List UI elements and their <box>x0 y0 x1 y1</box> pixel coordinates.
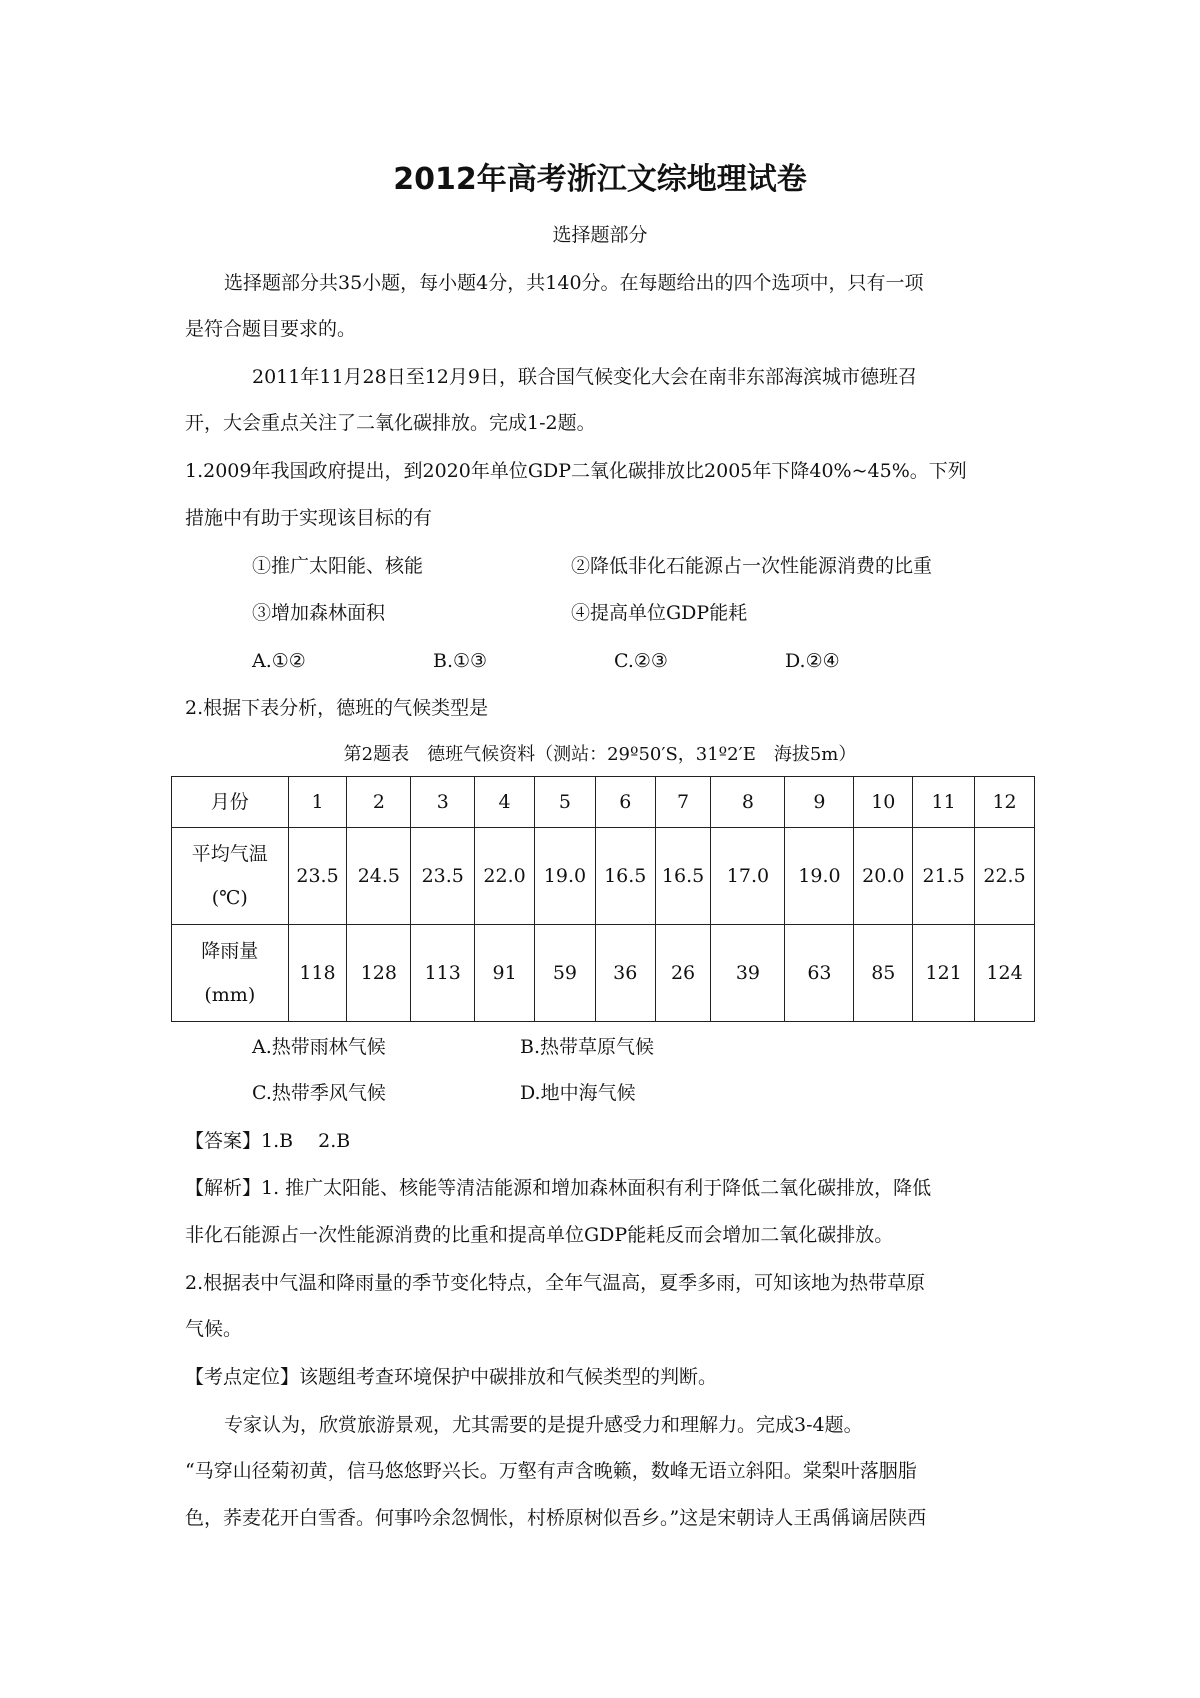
rainfall-cell: 128 <box>347 925 411 1022</box>
section-heading: 选择题部分 <box>552 224 648 246</box>
rainfall-cell: 63 <box>785 925 854 1022</box>
month-cell: 7 <box>655 777 711 828</box>
q2-option-d: D.地中海气候 <box>520 1082 636 1104</box>
analysis-line-3: 2.根据表中气温和降雨量的季节变化特点，全年气温高，夏季多雨，可知该地为热带草原 <box>185 1272 926 1294</box>
temperature-cell: 24.5 <box>347 828 411 925</box>
temperature-cell: 16.5 <box>595 828 655 925</box>
q1-option-c: C.②③ <box>614 650 668 672</box>
rainfall-cell: 59 <box>535 925 596 1022</box>
table-row-months <box>172 777 1035 828</box>
instructions-line-2: 是符合题目要求的。 <box>185 318 357 340</box>
temperature-cell: 23.5 <box>288 828 347 925</box>
month-cell: 2 <box>347 777 411 828</box>
rainfall-label-line-2: (mm) <box>204 984 256 1006</box>
rainfall-cell: 39 <box>711 925 785 1022</box>
temperature-cell: 23.5 <box>411 828 475 925</box>
q1-stem-line-1: 1.2009年我国政府提出，到2020年单位GDP二氧化碳排放比2005年下降40%~45%。下列 <box>185 460 967 482</box>
q1-item-3: ③增加森林面积 <box>252 602 386 624</box>
rainfall-cell: 113 <box>411 925 475 1022</box>
rainfall-label-line-1: 降雨量 <box>201 940 259 962</box>
q2-option-a: A.热带雨林气候 <box>252 1036 386 1058</box>
month-cell: 11 <box>913 777 975 828</box>
q1-option-b: B.①③ <box>433 650 488 672</box>
temperature-cell: 20.0 <box>854 828 913 925</box>
q2-stem: 2.根据下表分析，德班的气候类型是 <box>185 697 489 719</box>
rainfall-cell: 36 <box>595 925 655 1022</box>
rainfall-cell: 118 <box>288 925 347 1022</box>
table-row-rainfall <box>172 925 1035 1022</box>
q2-option-b: B.热带草原气候 <box>520 1036 655 1058</box>
q1-option-a: A.①② <box>252 650 306 672</box>
q1-stem-line-2: 措施中有助于实现该目标的有 <box>185 507 433 529</box>
climate-data-table <box>171 776 1035 1022</box>
temperature-cell: 22.0 <box>475 828 535 925</box>
answer-line: 【答案】1.B 2.B <box>185 1130 351 1152</box>
temperature-cell: 17.0 <box>711 828 785 925</box>
q1-item-2: ②降低非化石能源占一次性能源消费的比重 <box>571 555 933 577</box>
analysis-line-4: 气候。 <box>185 1318 243 1340</box>
month-cell: 10 <box>854 777 913 828</box>
page-title: 2012年高考浙江文综地理试卷 <box>393 162 807 197</box>
context-1-line-2: 开，大会重点关注了二氧化碳排放。完成1-2题。 <box>185 412 596 434</box>
month-cell: 4 <box>475 777 535 828</box>
q1-item-4: ④提高单位GDP能耗 <box>571 602 748 624</box>
month-label: 月份 <box>172 777 289 828</box>
temperature-cell: 21.5 <box>913 828 975 925</box>
context-2-line: 专家认为，欣赏旅游景观，尤其需要的是提升感受力和理解力。完成3-4题。 <box>224 1414 863 1436</box>
table-row-temperature <box>172 828 1035 925</box>
month-cell: 5 <box>535 777 596 828</box>
rainfall-cell: 26 <box>655 925 711 1022</box>
temperature-label <box>172 828 289 925</box>
q2-option-c: C.热带季风气候 <box>252 1082 386 1104</box>
month-cell: 9 <box>785 777 854 828</box>
q1-option-d: D.②④ <box>785 650 840 672</box>
month-cell: 12 <box>975 777 1035 828</box>
q1-item-1: ①推广太阳能、核能 <box>252 555 424 577</box>
analysis-line-1: 【解析】1. 推广太阳能、核能等清洁能源和增加森林面积有利于降低二氧化碳排放，降低 <box>185 1177 932 1199</box>
rainfall-cell: 91 <box>475 925 535 1022</box>
instructions-line-1: 选择题部分共35小题，每小题4分，共140分。在每题给出的四个选项中，只有一项 <box>224 272 924 294</box>
temperature-cell: 19.0 <box>535 828 596 925</box>
temperature-cell: 22.5 <box>975 828 1035 925</box>
rainfall-label <box>172 925 289 1022</box>
poem-line-1: “马穿山径菊初黄，信马悠悠野兴长。万壑有声含晚籁，数峰无语立斜阳。棠梨叶落胭脂 <box>185 1460 917 1482</box>
poem-line-2: 色，荞麦花开白雪香。何事吟余忽惆怅，村桥原树似吾乡。”这是宋朝诗人王禹偁谪居陕西 <box>185 1507 927 1529</box>
temperature-label-line-1: 平均气温 <box>191 843 268 865</box>
rainfall-cell: 85 <box>854 925 913 1022</box>
month-cell: 6 <box>595 777 655 828</box>
temperature-cell: 19.0 <box>785 828 854 925</box>
month-cell: 3 <box>411 777 475 828</box>
month-cell: 1 <box>288 777 347 828</box>
analysis-line-2: 非化石能源占一次性能源消费的比重和提高单位GDP能耗反而会增加二氧化碳排放。 <box>185 1224 894 1246</box>
temperature-label-line-2: (℃) <box>211 887 248 909</box>
rainfall-cell: 124 <box>975 925 1035 1022</box>
context-1-line-1: 2011年11月28日至12月9日，联合国气候变化大会在南非东部海滨城市德班召 <box>252 366 917 388</box>
month-cell: 8 <box>711 777 785 828</box>
temperature-cell: 16.5 <box>655 828 711 925</box>
key-point-line: 【考点定位】该题组考查环境保护中碳排放和气候类型的判断。 <box>185 1366 718 1388</box>
table-caption: 第2题表 德班气候资料（测站：29º50′S，31º2′E 海拔5m） <box>343 744 857 765</box>
rainfall-cell: 121 <box>913 925 975 1022</box>
